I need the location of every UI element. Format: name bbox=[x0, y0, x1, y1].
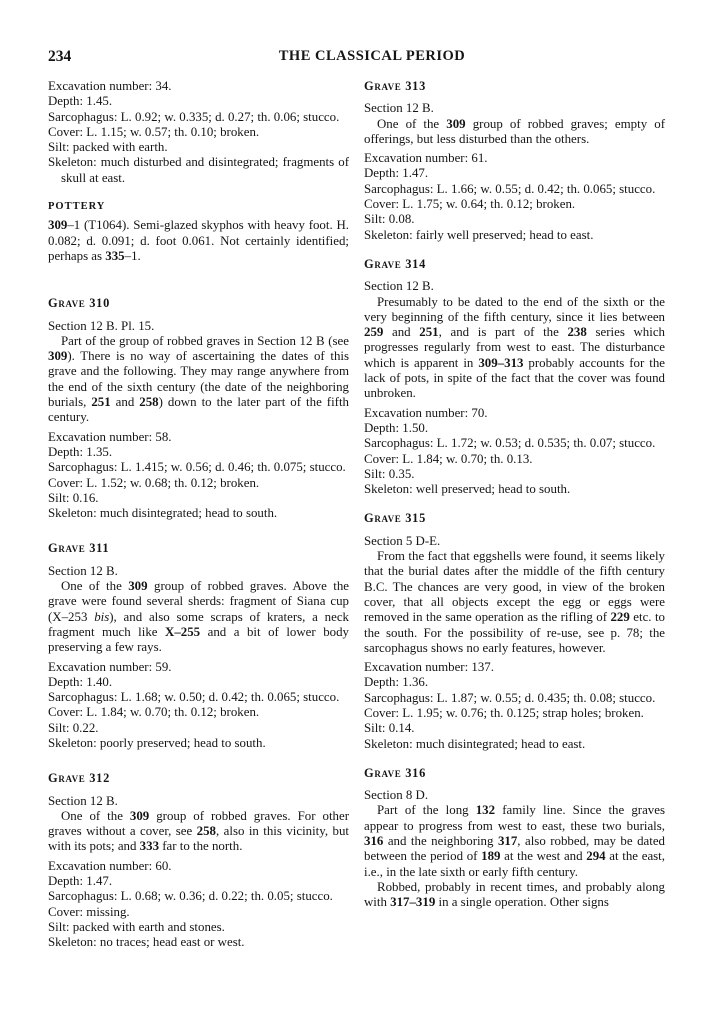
field-line: Excavation number: 61. bbox=[364, 151, 488, 166]
grave-description: From the fact that eggshells were found, it seems likely that the burial dates after the middle of the fifth century B.C. The chances are very good, in view of the broken cover, that all objects except the egg or eggs were removed in the same operation as the rifling of 229 etc. to the south. For the possibility of re-use, see p. 78; the sarcophagus shows no early features, however. bbox=[364, 549, 665, 655]
grave-section: Section 12 B. bbox=[48, 563, 118, 578]
grave-title: Grave 316 bbox=[364, 765, 426, 780]
field-line: Sarcophagus: L. 1.415; w. 0.56; d. 0.46; th. 0.075; stucco. bbox=[48, 460, 346, 475]
field-line: Sarcophagus: L. 0.92; w. 0.335; d. 0.27; th. 0.06; stucco. bbox=[48, 109, 340, 124]
grave-316 bbox=[364, 766, 665, 911]
grave-section: Section 12 B. bbox=[364, 279, 434, 294]
field-line: Excavation number: 59. bbox=[48, 659, 172, 674]
grave-title: Grave 310 bbox=[48, 296, 110, 311]
grave-section: Section 12 B. Pl. 15. bbox=[48, 318, 155, 333]
field-line: Skeleton: no traces; head east or west. bbox=[48, 935, 245, 950]
grave-title: Grave 312 bbox=[48, 771, 110, 786]
field-line: Depth: 1.47. bbox=[48, 874, 113, 889]
field-line: Depth: 1.36. bbox=[364, 675, 429, 690]
right-column bbox=[364, 79, 665, 911]
grave-fields bbox=[364, 151, 665, 243]
field-line: Skeleton: fairly well preserved; head to east. bbox=[364, 227, 594, 242]
running-title: THE CLASSICAL PERIOD bbox=[278, 48, 466, 64]
grave-section: Section 12 B. bbox=[364, 101, 434, 116]
field-line: Sarcophagus: L. 1.87; w. 0.55; d. 0.435; th. 0.08; stucco. bbox=[364, 690, 656, 705]
field-line: Silt: 0.14. bbox=[364, 721, 415, 736]
grave-311 bbox=[48, 541, 349, 751]
grave-309-fields bbox=[48, 79, 349, 186]
field-line: Cover: L. 1.15; w. 0.57; th. 0.10; broken. bbox=[48, 124, 260, 139]
field-line: Excavation number: 58. bbox=[48, 429, 172, 444]
grave-description-continued: Robbed, probably in recent times, and probably along with 317–319 in a single operation. Other signs bbox=[364, 879, 665, 910]
grave-fields bbox=[48, 859, 349, 951]
field-line: Cover: L. 1.95; w. 0.76; th. 0.125; strap holes; broken. bbox=[364, 705, 644, 720]
grave-description: One of the 309 group of robbed graves; empty of offerings, but less disturbed than the others. bbox=[364, 116, 665, 146]
grave-title: Grave 315 bbox=[364, 511, 426, 526]
field-line: Depth: 1.47. bbox=[364, 166, 429, 181]
grave-fields bbox=[48, 430, 349, 522]
page-number: 234 bbox=[48, 48, 72, 65]
field-line: Depth: 1.40. bbox=[48, 674, 113, 689]
field-line: Silt: 0.16. bbox=[48, 490, 99, 505]
catalog-ref: 309 bbox=[48, 218, 68, 233]
field-line: Depth: 1.35. bbox=[48, 444, 113, 459]
field-line: Depth: 1.50. bbox=[364, 420, 429, 435]
grave-fields bbox=[364, 406, 665, 498]
grave-description: One of the 309 group of robbed graves. For other graves without a cover, see 258, also in this vicinity, but with its pots; and 333 far to the north. bbox=[48, 808, 349, 854]
grave-313 bbox=[364, 79, 665, 243]
grave-section: Section 5 D-E. bbox=[364, 533, 441, 548]
grave-fields bbox=[364, 660, 665, 752]
grave-315 bbox=[364, 511, 665, 751]
grave-description: One of the 309 group of robbed graves. Above the grave were found several sherds: fragment of Siana cup (X–253 bis), and also some scraps of kraters, a neck fragment much like X–255 and a bit of lower body preserving a few rays. bbox=[48, 579, 350, 655]
pottery-label: POTTERY bbox=[48, 201, 106, 213]
grave-fields bbox=[48, 660, 349, 752]
left-column bbox=[48, 79, 349, 951]
grave-section: Section 12 B. bbox=[48, 793, 118, 808]
field-line: Sarcophagus: L. 0.68; w. 0.36; d. 0.22; th. 0.05; stucco. bbox=[48, 889, 333, 904]
grave-description: Part of the group of robbed graves in Section 12 B (see 309). There is no way of ascertaining the dates of this grave and the following. They may range anywhere from the end of the sixth century (the date of the neighboring burials, 251 and 258) down to the later part of the fifth century. bbox=[48, 333, 349, 425]
page-header bbox=[48, 48, 666, 68]
field-line: Silt: packed with earth. bbox=[48, 140, 168, 155]
field-line: Skeleton: much disintegrated; head to south. bbox=[48, 506, 278, 521]
field-line: Cover: L. 1.84; w. 0.70; th. 0.12; broken. bbox=[48, 705, 260, 720]
field-line: Skeleton: poorly preserved; head to south. bbox=[48, 735, 266, 750]
grave-description: Presumably to be dated to the end of the sixth or the very beginning of the fifth century, since it lies between 259 and 251, and is part of the 238 series which progresses regularly from west to east. The disturbance which is apparent in 309–313 probably accounts for the lack of pots, in spite of the fact that the cover was found unbroken. bbox=[364, 294, 665, 401]
field-line: Skeleton: much disintegrated; head to east. bbox=[364, 736, 586, 751]
pottery-entry: 309–1 (T1064). Semi-glazed skyphos with heavy foot. H. 0.082; d. 0.091; d. foot 0.061. Not certainly identified; perhaps as 335–1. bbox=[48, 218, 349, 263]
field-line: Skeleton: well preserved; head to south. bbox=[364, 482, 571, 497]
field-line: Sarcophagus: L. 1.66; w. 0.55; d. 0.42; th. 0.065; stucco. bbox=[364, 181, 656, 196]
grave-title: Grave 311 bbox=[48, 541, 110, 556]
field-line: Excavation number: 137. bbox=[364, 660, 494, 675]
field-line: Silt: packed with earth and stones. bbox=[48, 919, 225, 934]
grave-title: Grave 314 bbox=[364, 256, 426, 271]
field-line: Silt: 0.08. bbox=[364, 212, 415, 227]
field-line: Cover: L. 1.75; w. 0.64; th. 0.12; broken. bbox=[364, 197, 576, 212]
grave-312 bbox=[48, 771, 349, 950]
grave-description: Part of the long 132 family line. Since the graves appear to progress from west to east, these two burials, 316 and the neighboring 317, also robbed, may be dated between the period of 189 at the west and 294 at the east, i.e., in the late sixth or early fifth century. bbox=[364, 803, 666, 879]
field-line: Cover: missing. bbox=[48, 904, 130, 919]
field-line: Cover: L. 1.52; w. 0.68; th. 0.12; broken. bbox=[48, 475, 260, 490]
field-line: Cover: L. 1.84; w. 0.70; th. 0.13. bbox=[364, 451, 533, 466]
grave-section: Section 8 D. bbox=[364, 788, 429, 803]
catalog-ref: 335 bbox=[105, 248, 125, 263]
field-line: Excavation number: 34. bbox=[48, 79, 172, 93]
field-line: Skeleton: much disturbed and disintegrated; fragments of skull at east. bbox=[48, 155, 349, 185]
grave-314 bbox=[364, 257, 665, 497]
field-line: Excavation number: 70. bbox=[364, 405, 488, 420]
field-line: Silt: 0.35. bbox=[364, 466, 415, 481]
grave-310 bbox=[48, 296, 349, 521]
field-line: Excavation number: 60. bbox=[48, 858, 172, 873]
grave-title: Grave 313 bbox=[364, 79, 426, 93]
field-line: Sarcophagus: L. 1.72; w. 0.53; d. 0.535; th. 0.07; stucco. bbox=[364, 436, 656, 451]
field-line: Sarcophagus: L. 1.68; w. 0.50; d. 0.42; th. 0.065; stucco. bbox=[48, 690, 340, 705]
field-line: Silt: 0.22. bbox=[48, 720, 99, 735]
field-line: Depth: 1.45. bbox=[48, 94, 113, 109]
